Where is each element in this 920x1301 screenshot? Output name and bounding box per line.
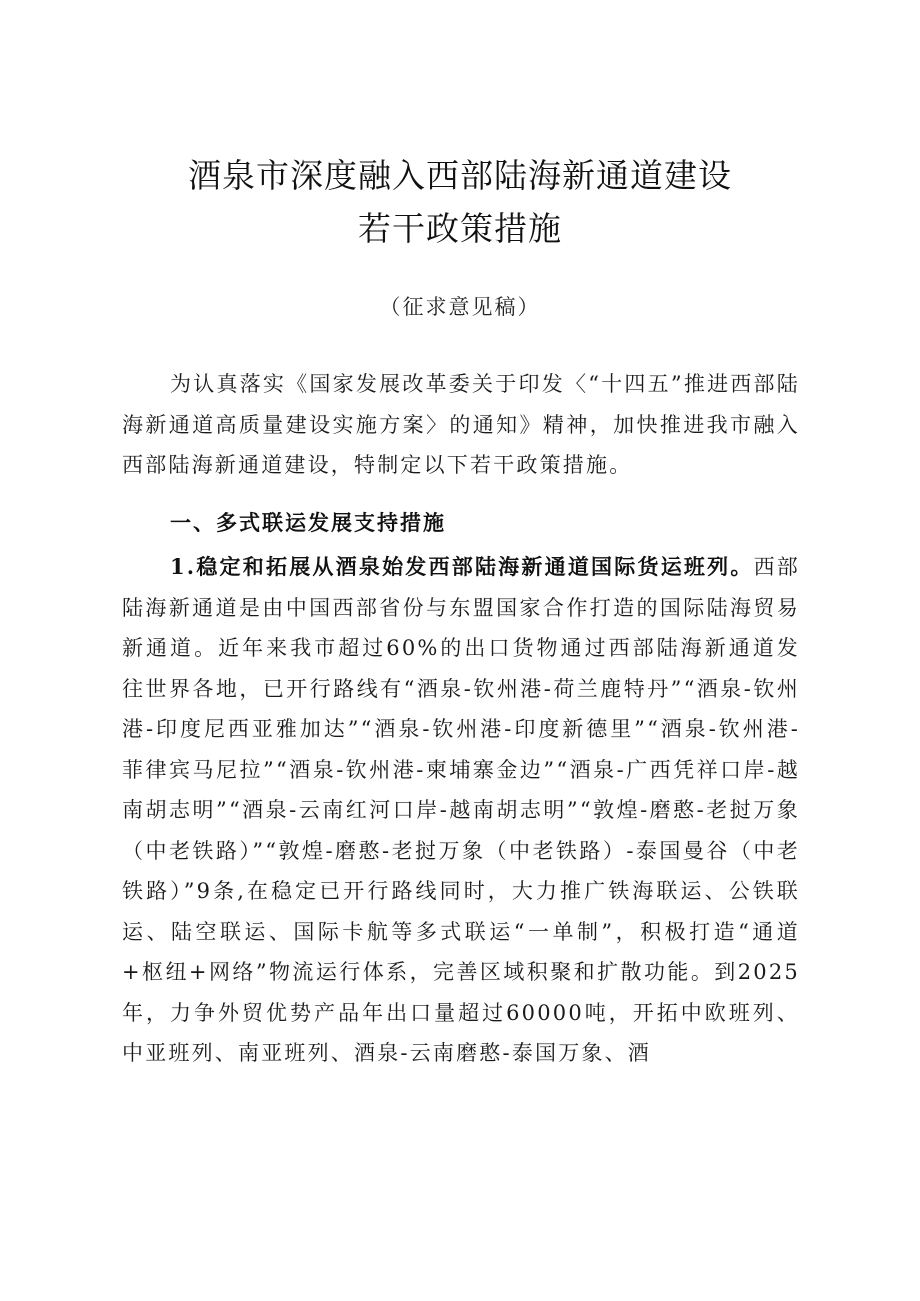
item-1-paragraph (122, 547, 800, 1074)
document-title-line1: 酒泉市深度融入西部陆海新通道建设 (188, 156, 732, 195)
item-1-body: 西部陆海新通道是由中国西部省份与东盟国家合作打造的国际陆海贸易新通道。近年来我市超过60%的出口货物通过西部陆海新通道发往世界各地，已开行路线有“酒泉-钦州港-荷兰鹿特丹”“酒泉-钦州港-印度尼西亚雅加达”“酒泉-钦州港-印度新德里”“酒泉-钦州港-菲律宾马尼拉”“酒泉-钦州港-柬埔寨金边”“酒泉-广西凭祥口岸-越南胡志明”“酒泉-云南红河口岸-越南胡志明”“敦煌-磨憨-老挝万象（中老铁路）”“敦煌-磨憨-老挝万象（中老铁路）-泰国曼谷（中老铁路）”9条,在稳定已开行路线同时，大力推广铁海联运、公铁联运、陆空联运、国际卡航等多式联运“一单制”，积极打造“通道+枢纽+网络”物流运行体系，完善区域积聚和扩散功能。到2025年，力争外贸优势产品年出口量超过60000吨，开拓中欧班列、中亚班列、南亚班列、酒泉-云南磨憨-泰国万象、酒 (122, 555, 800, 1065)
intro-paragraph: 为认真落实《国家发展改革委关于印发〈“十四五”推进西部陆海新通道高质量建设实施方案〉的通知》精神，加快推进我市融入西部陆海新通道建设，特制定以下若干政策措施。 (122, 372, 800, 477)
draft-subtitle: （征求意见稿） (379, 295, 541, 319)
document-title-line2: 若干政策措施 (358, 209, 562, 248)
section-heading: 一、多式联运发展支持措施 (170, 510, 446, 535)
item-1-title: 1.稳定和拓展从酒泉始发西部陆海新通道国际货运班列。 (170, 554, 754, 579)
